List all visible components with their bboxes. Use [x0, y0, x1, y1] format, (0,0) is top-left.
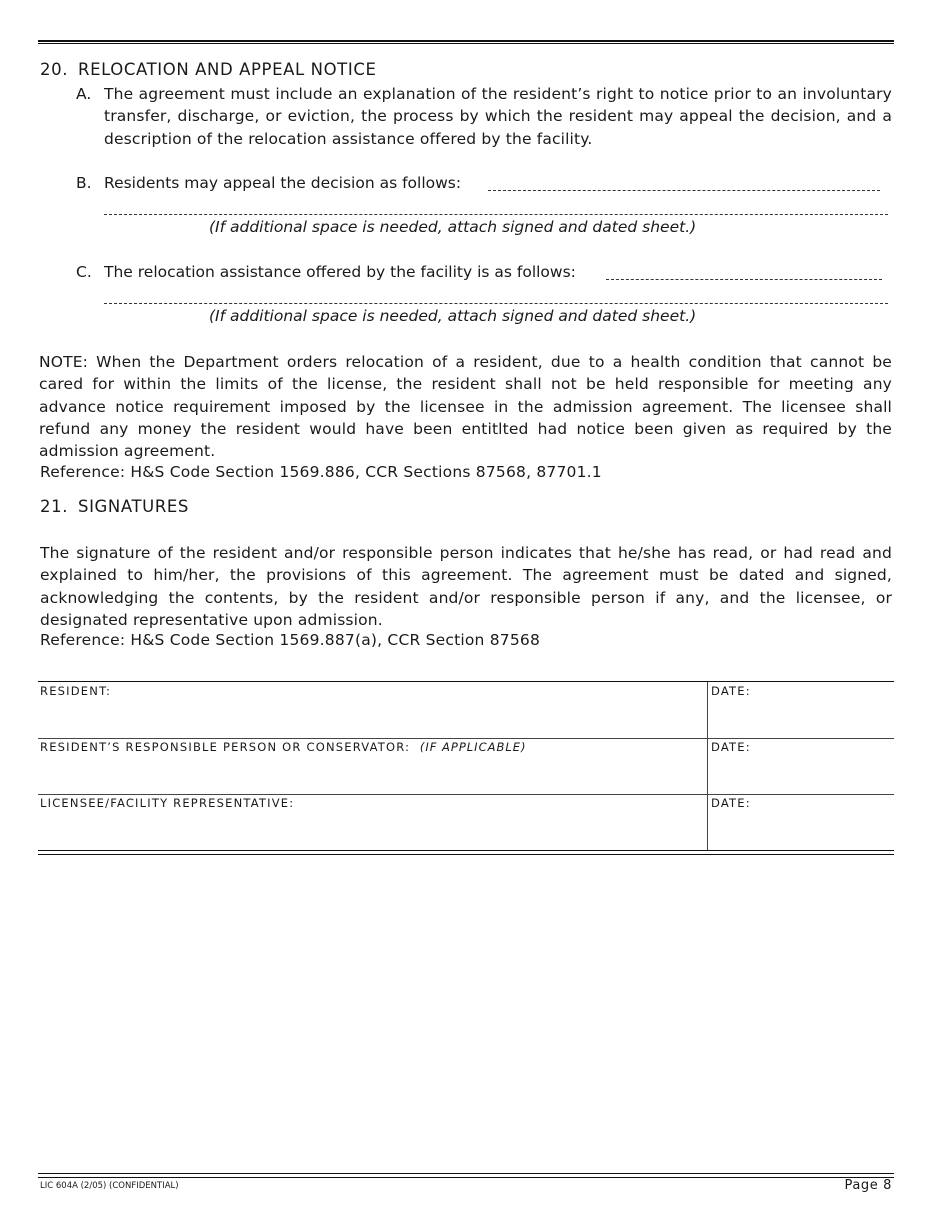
section-20-note: NOTE: When the Department orders relocation of a resident, due to a health condition that cannot be cared for within the limits of the license, the resident shall not be held responsible for meeting any advance notice requirement imposed by the licensee in the admission agreement. The licensee shall refund any money the resident would have been entitlted had notice been given as required by the admission agreement. [39, 353, 892, 461]
licensee-date-cell[interactable] [707, 794, 895, 850]
section-20-heading [40, 60, 376, 79]
signature-row-responsible-person[interactable] [38, 738, 894, 795]
top-double-rule [38, 40, 894, 44]
item-b-fill-line-2[interactable] [104, 214, 888, 215]
item-b-text: Residents may appeal the decision as follows: [104, 174, 462, 192]
section-21-heading [40, 497, 189, 516]
form-id: LIC 604A (2/05) (CONFIDENTIAL) [40, 1181, 179, 1191]
item-c-fill-line-1[interactable] [606, 279, 882, 280]
signature-row-resident[interactable] [38, 682, 894, 739]
resident-label-text: RESIDENT: [40, 684, 112, 698]
section-21-reference: Reference: H&S Code Section 1569.887(a), CCR Section 87568 [40, 631, 541, 649]
responsible-person-label [40, 740, 527, 754]
item-c-note: (If additional space is needed, attach signed and dated sheet.) [209, 307, 697, 325]
item-b-fill-line-1[interactable] [488, 190, 880, 191]
responsible-person-note: (IF APPLICABLE) [419, 740, 527, 754]
item-a-text: The agreement must include an explanation of the resident’s right to notice prior to an involuntary transfer, discharge, or eviction, the process by which the resident may appeal the decision, and a description of the relocation assistance offered by the facility. [104, 85, 892, 148]
resident-date-cell[interactable] [707, 682, 895, 738]
section-21-number: 21. [40, 497, 69, 516]
footer-double-rule [38, 1173, 894, 1178]
section-21-title: SIGNATURES [78, 497, 189, 516]
resident-label [40, 684, 111, 698]
section-21-text: The signature of the resident and/or responsible person indicates that he/she has read, or had read and explained to him/her, the provisions of this agreement. The agreement must be dated and signed, acknowledging the contents, by the resident and/or responsible person if any, and the licensee, or designated representative upon admission. [40, 544, 892, 629]
item-b-note: (If additional space is needed, attach signed and dated sheet.) [209, 218, 697, 236]
responsible-person-label-text: RESIDENT’S RESPONSIBLE PERSON OR CONSERVATOR: [40, 740, 411, 754]
section-20-number: 20. [40, 60, 69, 79]
signature-table-bottom-rule [38, 850, 894, 855]
page-number: Page 8 [844, 1178, 892, 1193]
item-c-fill-line-2[interactable] [104, 303, 888, 304]
section-20-reference: Reference: H&S Code Section 1569.886, CCR Sections 87568, 87701.1 [40, 463, 602, 481]
item-c-letter: C. [76, 263, 92, 281]
licensee-label [40, 796, 294, 810]
item-a-letter: A. [76, 85, 92, 103]
licensee-date-label: DATE: [711, 796, 751, 810]
responsible-person-date-label: DATE: [711, 740, 751, 754]
signature-row-licensee[interactable] [38, 794, 894, 850]
licensee-label-text: LICENSEE/FACILITY REPRESENTATIVE: [40, 796, 295, 810]
item-b-letter: B. [76, 174, 92, 192]
resident-date-label: DATE: [711, 684, 751, 698]
responsible-person-date-cell[interactable] [707, 738, 895, 794]
section-20-title: RELOCATION AND APPEAL NOTICE [78, 60, 377, 79]
item-c-text: The relocation assistance offered by the facility is as follows: [104, 263, 576, 281]
signature-table [38, 681, 894, 852]
